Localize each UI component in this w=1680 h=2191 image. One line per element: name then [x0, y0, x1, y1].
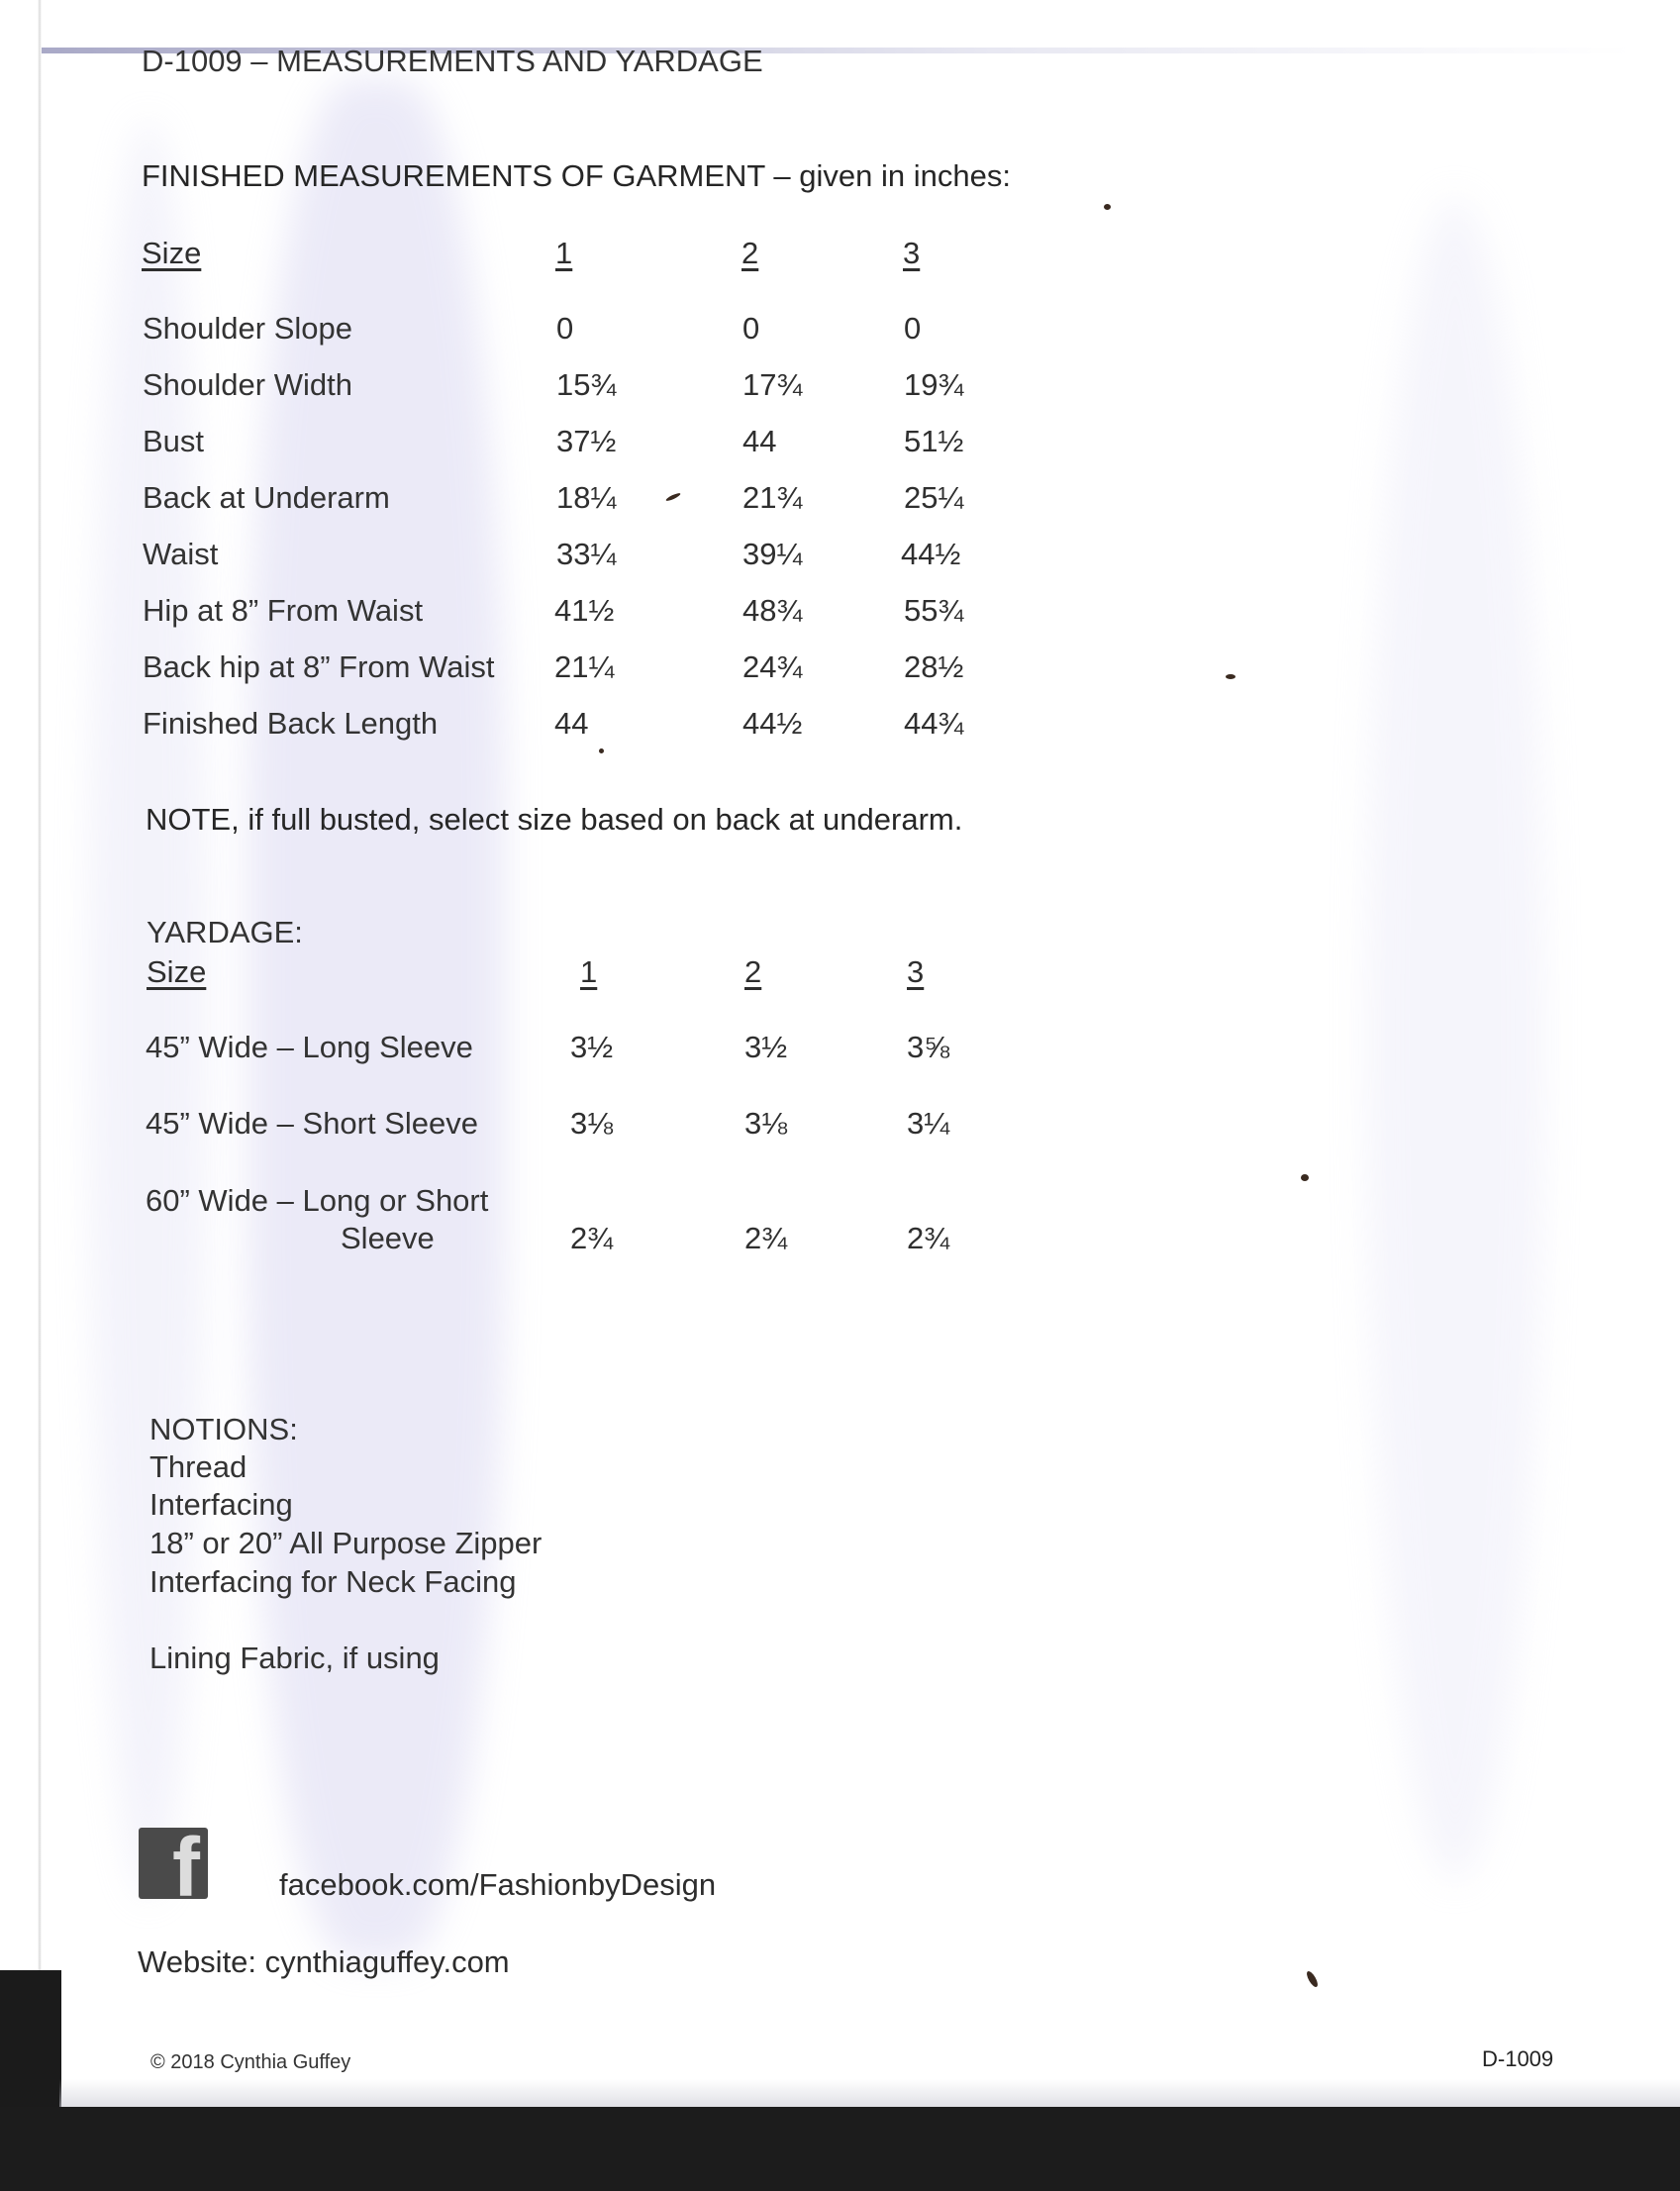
scan-speck — [1301, 1174, 1309, 1181]
size-column-3: 3 — [907, 954, 925, 989]
row-value: 19¾ — [904, 367, 964, 402]
row-label: Waist — [143, 537, 219, 571]
row-label: Shoulder Width — [143, 367, 352, 402]
row-value: 24¾ — [742, 649, 803, 684]
row-value: 33¼ — [556, 537, 617, 571]
size-column-2: 2 — [744, 954, 762, 989]
row-value: 0 — [904, 311, 922, 346]
row-value: 25¼ — [904, 480, 964, 515]
scan-speck — [1226, 674, 1235, 679]
size-column-1: 1 — [580, 954, 598, 989]
row-value: 18¼ — [556, 480, 617, 515]
row-value: 0 — [742, 311, 760, 346]
size-column-3: 3 — [903, 236, 921, 270]
row-label: 45” Wide – Short Sleeve — [146, 1106, 479, 1141]
row-value: 3½ — [570, 1030, 614, 1064]
yardage-heading: YARDAGE: — [147, 915, 303, 949]
row-label: Back hip at 8” From Waist — [143, 649, 495, 684]
row-value: 3⅝ — [907, 1030, 950, 1064]
scan-edge-bottom — [0, 2107, 1680, 2191]
scan-speck — [665, 492, 681, 502]
measurements-heading: FINISHED MEASUREMENTS OF GARMENT – given in inches: — [142, 158, 1011, 193]
row-value: 3½ — [744, 1030, 788, 1064]
row-label: Back at Underarm — [143, 480, 390, 515]
notions-heading: NOTIONS: — [149, 1412, 298, 1446]
scan-edge-fade — [59, 2079, 1680, 2109]
row-value: 28½ — [904, 649, 964, 684]
row-value: 37½ — [556, 424, 617, 458]
scan-speck — [1305, 1969, 1320, 1988]
row-label: Hip at 8” From Waist — [143, 593, 424, 628]
row-value: 2¾ — [744, 1221, 788, 1255]
scan-speck — [1104, 204, 1111, 210]
row-label: 60” Wide – Long or Short — [146, 1183, 489, 1218]
row-value: 55¾ — [904, 593, 964, 628]
website-text: Website: cynthiaguffey.com — [138, 1944, 510, 1979]
size-header: Size — [147, 954, 207, 989]
row-value: 3⅛ — [570, 1106, 614, 1141]
sizing-note: NOTE, if full busted, select size based on back at underarm. — [146, 802, 963, 837]
notion-item: Interfacing — [149, 1487, 293, 1522]
scan-speck — [599, 748, 604, 753]
row-value: 51½ — [904, 424, 964, 458]
row-value: 44½ — [901, 537, 961, 571]
notion-item: Interfacing for Neck Facing — [149, 1564, 517, 1599]
size-column-1: 1 — [555, 236, 573, 270]
row-value: 48¾ — [742, 593, 803, 628]
row-value: 21¼ — [554, 649, 615, 684]
facebook-icon: f — [139, 1828, 208, 1899]
row-label: Finished Back Length — [143, 706, 439, 741]
row-value: 17¾ — [742, 367, 803, 402]
row-value: 2¾ — [907, 1221, 950, 1255]
copyright: © 2018 Cynthia Guffey — [150, 2051, 351, 2073]
row-label: Shoulder Slope — [143, 311, 352, 346]
pattern-code: D-1009 — [1482, 2046, 1554, 2071]
row-value: 44½ — [742, 706, 803, 741]
scan-shadow — [247, 79, 505, 1960]
size-column-2: 2 — [741, 236, 759, 270]
row-value: 41½ — [554, 593, 615, 628]
notion-item: 18” or 20” All Purpose Zipper — [149, 1526, 543, 1560]
row-value: 39¼ — [742, 537, 803, 571]
row-label-continued: Sleeve — [341, 1221, 435, 1255]
row-value: 21¾ — [742, 480, 803, 515]
scan-shadow — [1366, 198, 1544, 1881]
row-value: 44¾ — [904, 706, 964, 741]
row-value: 44 — [742, 424, 777, 458]
row-value: 2¾ — [570, 1221, 614, 1255]
facebook-link: facebook.com/FashionbyDesign — [279, 1867, 717, 1902]
row-value: 3⅛ — [744, 1106, 788, 1141]
row-label: Bust — [143, 424, 205, 458]
notion-item: Thread — [149, 1449, 247, 1484]
row-value: 3¼ — [907, 1106, 950, 1141]
row-label: 45” Wide – Long Sleeve — [146, 1030, 473, 1064]
scan-edge-left — [0, 0, 42, 2191]
row-value: 0 — [556, 311, 574, 346]
row-value: 15¾ — [556, 367, 617, 402]
notion-optional-item: Lining Fabric, if using — [149, 1641, 440, 1675]
document-title: D-1009 – MEASUREMENTS AND YARDAGE — [142, 44, 763, 78]
row-value: 44 — [554, 706, 589, 741]
size-header: Size — [142, 236, 202, 270]
